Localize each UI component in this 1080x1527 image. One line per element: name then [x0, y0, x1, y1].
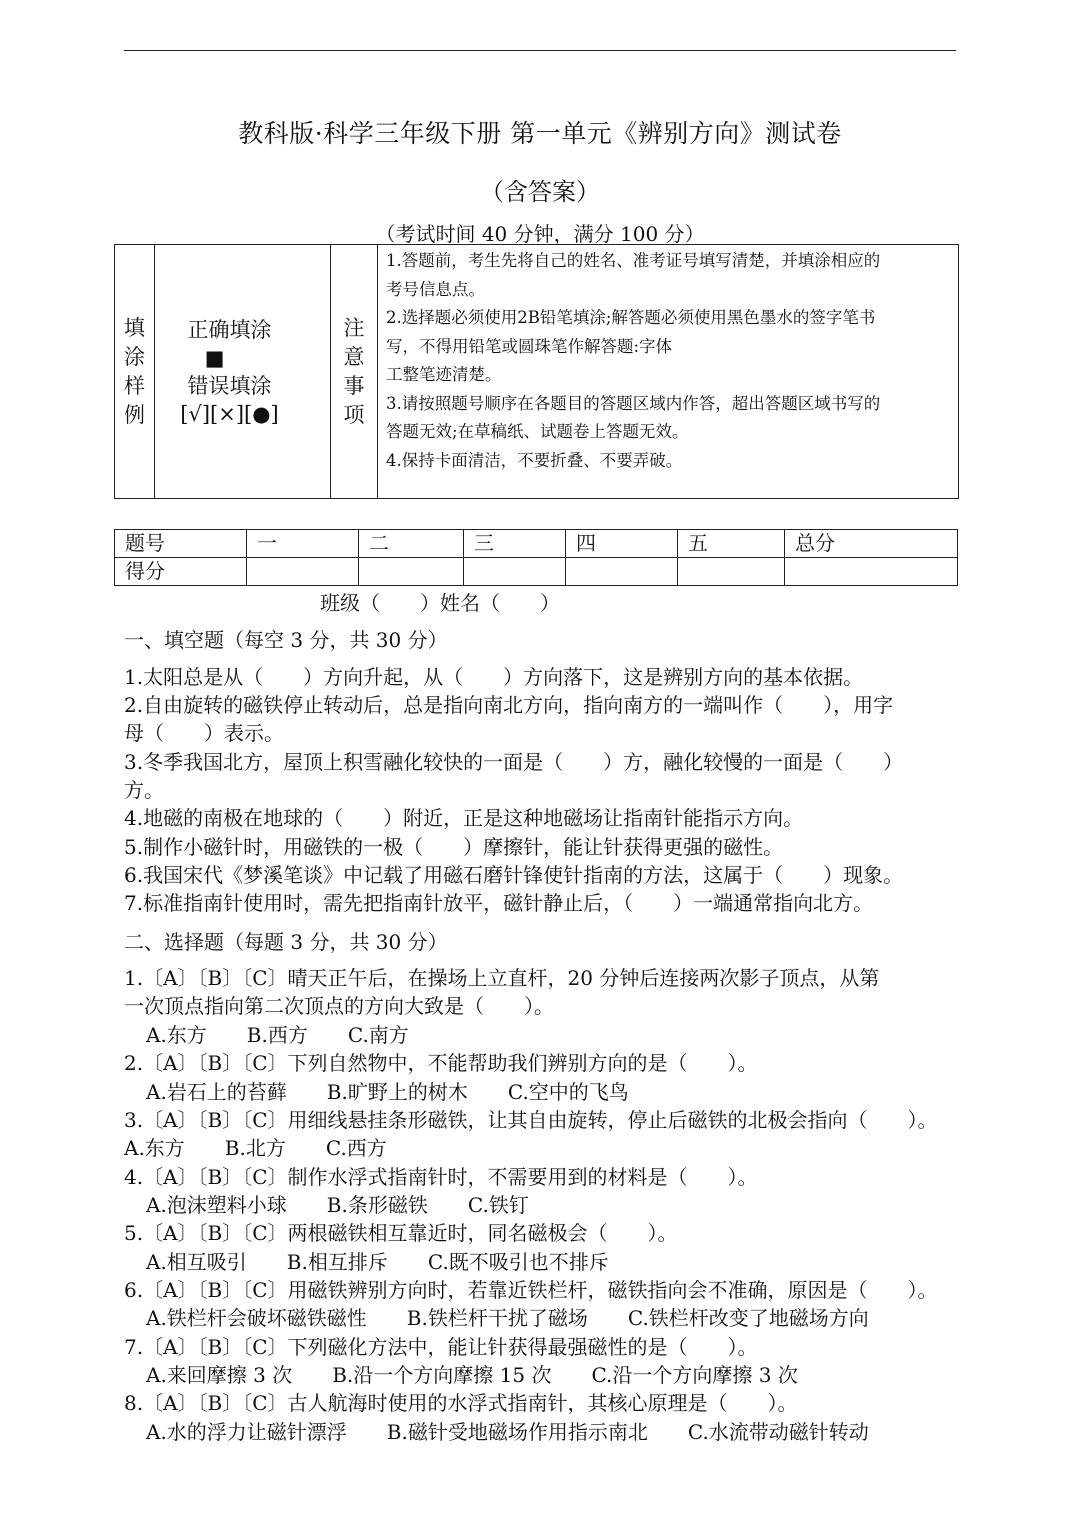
choice-question: 2.〔A〕〔B〕〔C〕下列自然物中，不能帮助我们辨别方向的是（ ）。 — [124, 1051, 758, 1075]
fill-question: 1.太阳总是从（ ）方向升起，从（ ）方向落下，这是辨别方向的基本依据。 — [124, 665, 864, 689]
score-header-row: 题号 一 二 三 四 五 总分 — [115, 530, 958, 558]
score-cell — [785, 558, 958, 586]
wrong-fill-label: 错误填涂 — [187, 373, 272, 398]
fill-question: 2.自由旋转的磁铁停止转动后，总是指向南北方向，指向南方的一端叫作（ ），用字 — [124, 693, 894, 717]
fill-question: 3.冬季我国北方，屋顶上积雪融化较快的一面是（ ）方，融化较慢的一面是（ ） — [124, 750, 904, 774]
fill-question: 4.地磁的南极在地球的（ ）附近，正是这种地磁场让指南针能指示方向。 — [124, 806, 804, 830]
fill-question: 方。 — [124, 778, 164, 802]
section2-heading: 二、选择题（每题 3 分，共 30 分） — [124, 930, 448, 954]
attention-label: 注 意 事 项 — [331, 245, 378, 499]
choice-options: A.相互吸引 B.相互排斥 C.既不吸引也不排斥 — [146, 1250, 609, 1274]
choice-question: 1.〔A〕〔B〕〔C〕晴天正午后，在操场上立直杆，20 分钟后连接两次影子顶点，从第 — [124, 966, 880, 990]
fill-question: 母（ ）表示。 — [124, 721, 284, 745]
fill-question: 5.制作小磁针时，用磁铁的一极（ ）摩擦针，能让针获得更强的磁性。 — [124, 835, 784, 859]
choice-question: 一次顶点指向第二次顶点的方向大致是（ ）。 — [124, 994, 554, 1018]
fill-sample — [155, 245, 331, 499]
choice-options: A.来回摩擦 3 次 B.沿一个方向摩擦 15 次 C.沿一个方向摩擦 3 次 — [146, 1363, 798, 1387]
page-title: 教科版·科学三年级下册 第一单元《辨别方向》测试卷 — [238, 119, 842, 148]
fill-question: 6.我国宋代《梦溪笔谈》中记载了用磁石磨针锋使针指南的方法，这属于（ ）现象。 — [124, 863, 904, 887]
score-cell — [464, 558, 566, 586]
fill-example-label: 填 涂 样 例 — [115, 245, 155, 499]
choice-options: A.铁栏杆会破坏磁铁磁性 B.铁栏杆干扰了磁场 C.铁栏杆改变了地磁场方向 — [146, 1306, 869, 1330]
section1-heading: 一、填空题（每空 3 分，共 30 分） — [124, 628, 448, 652]
choice-options: A.东方 B.北方 C.西方 — [124, 1136, 387, 1160]
score-cell — [247, 558, 359, 586]
header-rule — [124, 50, 956, 51]
choice-question: 8.〔A〕〔B〕〔C〕古人航海时使用的水浮式指南针，其核心原理是（ ）。 — [124, 1391, 798, 1415]
notice-box — [114, 244, 959, 499]
choice-question: 6.〔A〕〔B〕〔C〕用磁铁辨别方向时，若靠近铁栏杆，磁铁指向会不准确，原因是（ ）。 — [124, 1278, 938, 1302]
class-name-line: 班级（ ）姓名（ ） — [320, 591, 560, 615]
score-cell — [678, 558, 785, 586]
correct-fill-symbol: ■ — [204, 345, 225, 370]
score-value-row: 得分 — [115, 558, 958, 586]
choice-options: A.岩石上的苔藓 B.旷野上的树木 C.空中的飞鸟 — [146, 1080, 629, 1104]
score-cell — [566, 558, 678, 586]
notice-notes: 1.答题前，考生先将自己的姓名、准考证号填写清楚，并填涂相应的 考号信息点。 2.选择题必须使用2B铅笔填涂;解答题必须使用黑色墨水的签字笔书 写，不得用铅笔或圆珠笔作解答题:字体 工整笔迹清楚。 3.请按照题号顺序在各题目的答题区域内作答，超出答题区域书写的 答题无效;在草稿纸、试题卷上答题无效。 4.保持卡面清洁，不要折叠、不要弄破。 — [378, 245, 959, 499]
choice-options: A.东方 B.西方 C.南方 — [146, 1023, 409, 1047]
choice-question: 3.〔A〕〔B〕〔C〕用细线悬挂条形磁铁，让其自由旋转，停止后磁铁的北极会指向（ ）。 — [124, 1108, 938, 1132]
choice-options: A.泡沫塑料小球 B.条形磁铁 C.铁钉 — [146, 1193, 529, 1217]
page-subtitle: （含答案） — [480, 178, 600, 206]
wrong-fill-symbols: [√][×][●] — [180, 401, 279, 426]
choice-question: 5.〔A〕〔B〕〔C〕两根磁铁相互靠近时，同名磁极会（ ）。 — [124, 1221, 678, 1245]
correct-fill-label: 正确填涂 — [187, 317, 272, 342]
choice-question: 7.〔A〕〔B〕〔C〕下列磁化方法中，能让针获得最强磁性的是（ ）。 — [124, 1335, 758, 1359]
score-cell — [359, 558, 464, 586]
fill-question: 7.标准指南针使用时，需先把指南针放平，磁针静止后，（ ）一端通常指向北方。 — [124, 891, 874, 915]
score-table — [114, 529, 958, 586]
exam-info: （考试时间 40 分钟，满分 100 分） — [375, 222, 705, 246]
choice-question: 4.〔A〕〔B〕〔C〕制作水浮式指南针时，不需要用到的材料是（ ）。 — [124, 1165, 758, 1189]
choice-options: A.水的浮力让磁针漂浮 B.磁针受地磁场作用指示南北 C.水流带动磁针转动 — [146, 1420, 869, 1444]
